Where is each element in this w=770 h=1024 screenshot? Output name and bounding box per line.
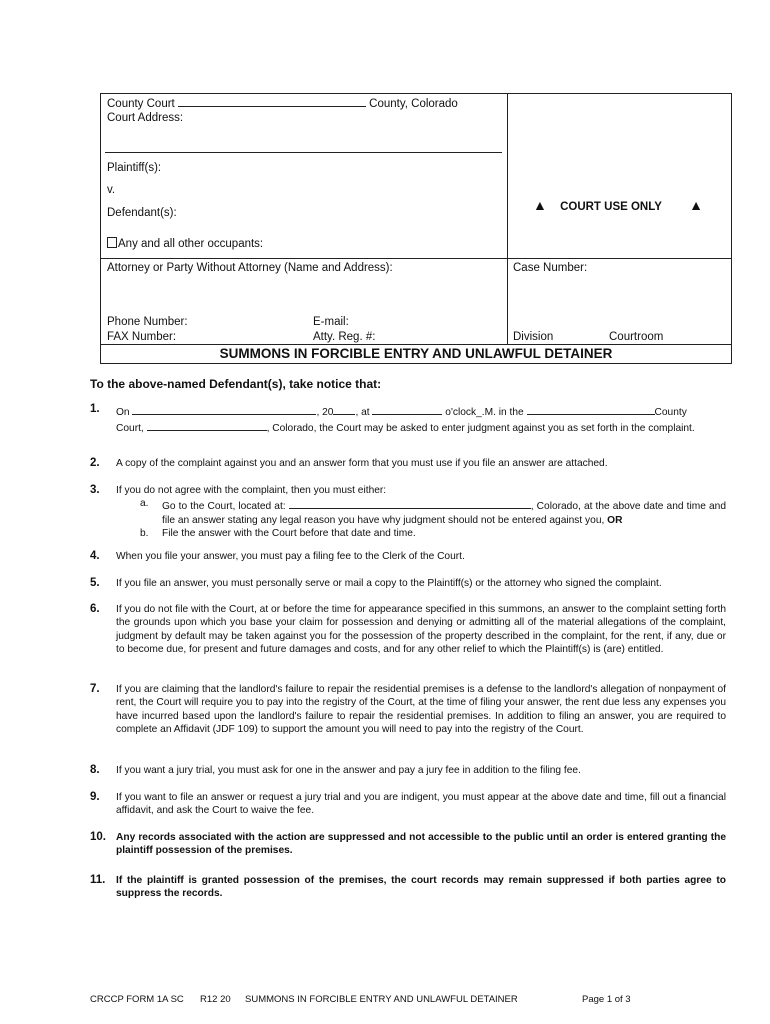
defendants-label: Defendant(s): [107, 207, 177, 219]
item-body: A copy of the complaint against you and an answer form that you must use if you file an answer are attached. [116, 458, 608, 469]
county-blank[interactable] [527, 403, 655, 415]
item-number: 3. [90, 484, 100, 496]
plaintiffs-label: Plaintiff(s): [107, 162, 162, 174]
division-label: Division [513, 331, 554, 343]
option-a-rest: , Colorado, at the above date and time and file an answer stating any legal reason you have why judgment should not be entered against you, [162, 501, 726, 526]
item-body: When you file your answer, you must pay a filing fee to the Clerk of the Court. [116, 551, 465, 562]
item-number: 10. [90, 831, 106, 843]
footer-revision: R12 20 [200, 994, 231, 1005]
triangle-up-icon: ▲ [533, 197, 547, 213]
item3-option-b [116, 527, 726, 540]
court-address-blank[interactable] [289, 497, 531, 509]
item-body: If you want to file an answer or request a jury trial and you are indigent, you must appear at the above date and time, fill out a financial affidavit, and ask the Court to waive the fee. [116, 792, 726, 817]
court-address-label: Court Address: [107, 112, 184, 124]
item-body: If you do not file with the Court, at or before the time for appearance specified in this summons, an answer to the complaint setting forth the grounds upon which you base your claim for possession and denying or admitting all of the material allegations of the complaint, judgment by default may be taken against you for the possession of the property described in the complaint, for the rent, if any, due or to become due, for present and future damages and costs, and for any other relief to which the Plaintiff(s) is (are) entitled. [116, 604, 726, 656]
other-occupants-line [107, 237, 263, 251]
caption-divider-horizontal [101, 258, 731, 259]
item-body [116, 403, 726, 436]
email-label: E-mail: [313, 316, 349, 328]
court-address-rule [105, 152, 502, 153]
item-body: Any records associated with the action are suppressed and not accessible to the public until an order is entered granting the plaintiff possession of the premises. [116, 832, 726, 857]
versus-label: v. [107, 184, 116, 196]
item-number: 9. [90, 791, 100, 803]
item1-at: , at [355, 407, 370, 418]
item-number: 6. [90, 603, 100, 615]
item-number: 5. [90, 577, 100, 589]
county-court-line [107, 95, 458, 111]
item1-year: , 20 [316, 407, 334, 418]
item3-option-a [116, 497, 726, 527]
item1-rest: , Colorado, the Court may be asked to enter judgment against you as set forth in the complaint. [266, 423, 695, 435]
time-blank[interactable] [372, 403, 442, 415]
option-or: OR [607, 514, 623, 526]
attorney-label: Attorney or Party Without Attorney (Name and Address): [107, 262, 393, 274]
item1-court: Court, [116, 423, 144, 435]
item-number: 4. [90, 550, 100, 562]
fax-label: FAX Number: [107, 331, 177, 343]
item-number: 2. [90, 457, 100, 469]
triangle-up-icon: ▲ [689, 197, 703, 213]
item3-intro: If you do not agree with the complaint, then you must either: [116, 485, 387, 496]
year-blank[interactable] [333, 403, 355, 415]
county-colorado-label: County, Colorado [369, 98, 458, 110]
item-body [116, 484, 726, 541]
document-title: SUMMONS IN FORCIBLE ENTRY AND UNLAWFUL DETAINER [100, 345, 732, 364]
county-name-blank[interactable] [178, 95, 366, 107]
item1-on: On [116, 407, 130, 418]
item-number: 1. [90, 403, 100, 415]
caption-divider-vertical [507, 94, 508, 344]
intro-heading: To the above-named Defendant(s), take notice that: [90, 377, 382, 391]
option-a-go: Go to the Court, located at: [162, 501, 286, 513]
atty-reg-label: Atty. Reg. #: [313, 331, 376, 343]
court-location-blank[interactable] [147, 419, 267, 431]
item1-county: County [654, 407, 687, 418]
item-number: 7. [90, 683, 100, 695]
option-letter: b. [140, 528, 149, 540]
county-court-label: County Court [107, 98, 175, 110]
item-body: If you file an answer, you must personally serve or mail a copy to the Plaintiff(s) or the attorney who signed the complaint. [116, 578, 662, 589]
footer-form-number: CRCCP FORM 1A SC [90, 994, 184, 1005]
option-b-text: File the answer with the Court before that date and time. [162, 528, 416, 540]
court-use-only [533, 197, 713, 213]
date-blank[interactable] [132, 403, 316, 415]
case-caption-box [100, 93, 732, 345]
phone-label: Phone Number: [107, 316, 188, 328]
option-letter: a. [140, 498, 149, 510]
footer-title: SUMMONS IN FORCIBLE ENTRY AND UNLAWFUL DETAINER [245, 994, 518, 1005]
courtroom-label: Courtroom [609, 331, 664, 343]
footer-page-number: Page 1 of 3 [582, 994, 631, 1005]
item-body: If the plaintiff is granted possession of the premises, the court records may remain suppressed if both parties agree to suppress the records. [116, 875, 726, 900]
item-body: If you want a jury trial, you must ask for one in the answer and pay a jury fee in addition to the filing fee. [116, 765, 581, 776]
item1-oclock: o'clock_.M. in the [445, 407, 524, 418]
court-use-only-label: COURT USE ONLY [560, 201, 662, 213]
item-body: If you are claiming that the landlord's failure to repair the residential premises is a defense to the landlord's allegation of nonpayment of rent, the Court will require you to pay into the registry of the Court, at the time of filing your answer, the rent due less any expenses you have incurred based upon the landlord's failure to repair the residential premises. In addition to filing an answer, you are required to complete an Affidavit (JDF 109) to support the amount you will need to pay into the registry of the Court. [116, 684, 726, 736]
case-number-label: Case Number: [513, 262, 588, 274]
item-number: 8. [90, 764, 100, 776]
other-occupants-checkbox[interactable] [107, 237, 117, 248]
other-occupants-label: Any and all other occupants: [118, 238, 264, 250]
item-number: 11. [90, 874, 106, 886]
